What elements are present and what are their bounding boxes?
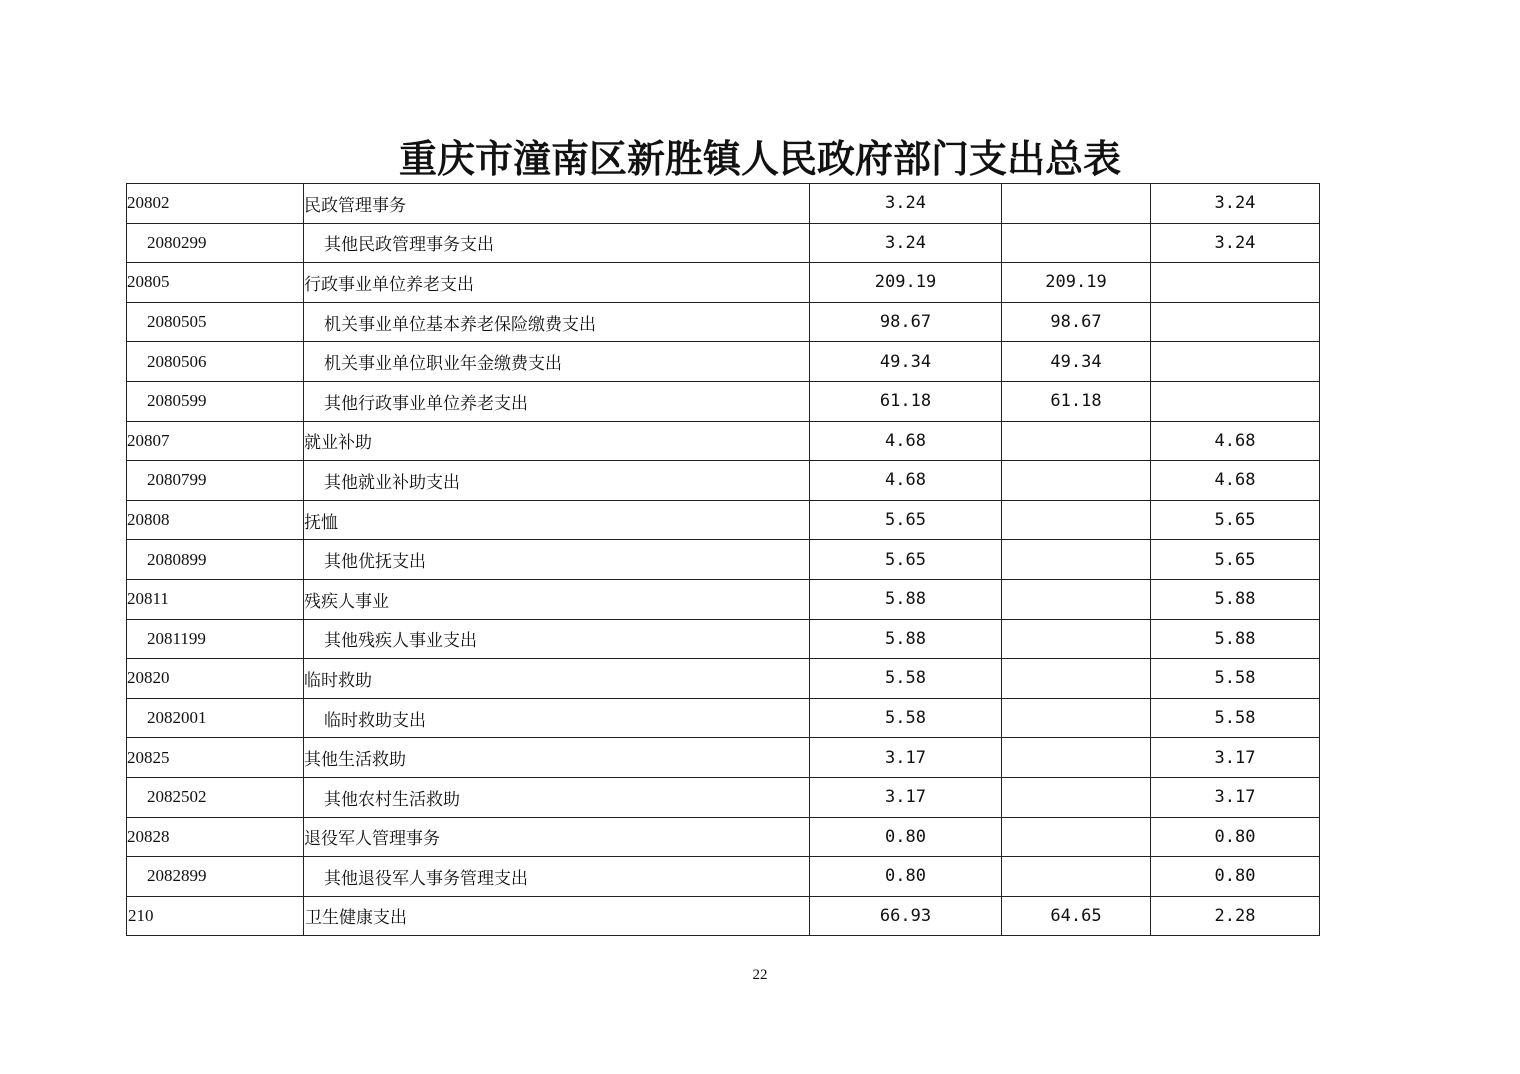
subject-name-cell: 就业补助 <box>304 421 810 461</box>
subject-name-cell: 其他残疾人事业支出 <box>304 619 810 659</box>
table-row <box>127 817 1320 857</box>
table-row <box>127 896 1320 936</box>
project-expenditure-cell: 5.58 <box>1151 659 1320 699</box>
subject-code-cell: 210 <box>127 896 304 936</box>
total-amount-cell: 5.88 <box>810 579 1002 619</box>
project-expenditure-cell: 2.28 <box>1151 896 1320 936</box>
subject-name-cell: 机关事业单位职业年金缴费支出 <box>304 342 810 382</box>
table-row <box>127 738 1320 778</box>
table-row <box>127 500 1320 540</box>
table-row <box>127 381 1320 421</box>
total-amount-cell: 3.17 <box>810 777 1002 817</box>
table-row <box>127 302 1320 342</box>
table-row <box>127 698 1320 738</box>
subject-code-cell: 20807 <box>127 421 304 461</box>
subject-name-cell: 临时救助支出 <box>304 698 810 738</box>
subject-code-cell: 20802 <box>127 184 304 224</box>
subject-code-cell: 20811 <box>127 579 304 619</box>
basic-expenditure-cell <box>1002 738 1151 778</box>
table-body <box>127 184 1320 936</box>
subject-name-cell: 民政管理事务 <box>304 184 810 224</box>
total-amount-cell: 5.65 <box>810 500 1002 540</box>
total-amount-cell: 49.34 <box>810 342 1002 382</box>
subject-name-cell: 退役军人管理事务 <box>304 817 810 857</box>
project-expenditure-cell: 5.65 <box>1151 540 1320 580</box>
subject-name-cell: 其他民政管理事务支出 <box>304 223 810 263</box>
subject-code-cell: 20825 <box>127 738 304 778</box>
table-row <box>127 421 1320 461</box>
table-row <box>127 263 1320 303</box>
basic-expenditure-cell <box>1002 817 1151 857</box>
subject-name-cell: 抚恤 <box>304 500 810 540</box>
subject-name-cell: 残疾人事业 <box>304 579 810 619</box>
project-expenditure-cell: 4.68 <box>1151 421 1320 461</box>
project-expenditure-cell: 0.80 <box>1151 857 1320 897</box>
project-expenditure-cell: 3.24 <box>1151 223 1320 263</box>
project-expenditure-cell: 3.17 <box>1151 777 1320 817</box>
subject-name-cell: 其他行政事业单位养老支出 <box>304 381 810 421</box>
table-row <box>127 342 1320 382</box>
basic-expenditure-cell <box>1002 223 1151 263</box>
basic-expenditure-cell <box>1002 500 1151 540</box>
basic-expenditure-cell <box>1002 461 1151 501</box>
total-amount-cell: 61.18 <box>810 381 1002 421</box>
basic-expenditure-cell: 61.18 <box>1002 381 1151 421</box>
basic-expenditure-cell <box>1002 777 1151 817</box>
basic-expenditure-cell <box>1002 184 1151 224</box>
subject-name-cell: 其他就业补助支出 <box>304 461 810 501</box>
project-expenditure-cell: 3.24 <box>1151 184 1320 224</box>
subject-code-cell: 2080506 <box>127 342 304 382</box>
subject-name-cell: 其他退役军人事务管理支出 <box>304 857 810 897</box>
total-amount-cell: 4.68 <box>810 461 1002 501</box>
table-row <box>127 777 1320 817</box>
basic-expenditure-cell: 49.34 <box>1002 342 1151 382</box>
total-amount-cell: 209.19 <box>810 263 1002 303</box>
table-row <box>127 223 1320 263</box>
total-amount-cell: 5.88 <box>810 619 1002 659</box>
subject-code-cell: 20828 <box>127 817 304 857</box>
project-expenditure-cell: 0.80 <box>1151 817 1320 857</box>
total-amount-cell: 5.58 <box>810 698 1002 738</box>
total-amount-cell: 66.93 <box>810 896 1002 936</box>
subject-name-cell: 其他生活救助 <box>304 738 810 778</box>
basic-expenditure-cell: 98.67 <box>1002 302 1151 342</box>
expenditure-table <box>126 183 1320 936</box>
subject-code-cell: 20808 <box>127 500 304 540</box>
subject-code-cell: 2082502 <box>127 777 304 817</box>
project-expenditure-cell <box>1151 342 1320 382</box>
subject-name-cell: 机关事业单位基本养老保险缴费支出 <box>304 302 810 342</box>
table-row <box>127 857 1320 897</box>
total-amount-cell: 4.68 <box>810 421 1002 461</box>
total-amount-cell: 0.80 <box>810 857 1002 897</box>
project-expenditure-cell <box>1151 302 1320 342</box>
table-row <box>127 619 1320 659</box>
subject-code-cell: 20820 <box>127 659 304 699</box>
table-row <box>127 540 1320 580</box>
subject-name-cell: 卫生健康支出 <box>304 896 810 936</box>
total-amount-cell: 5.58 <box>810 659 1002 699</box>
project-expenditure-cell <box>1151 381 1320 421</box>
table-row <box>127 659 1320 699</box>
page-number: 22 <box>752 967 768 983</box>
page-title: 重庆市潼南区新胜镇人民政府部门支出总表 <box>398 136 1121 181</box>
subject-code-cell: 2080299 <box>127 223 304 263</box>
subject-name-cell: 行政事业单位养老支出 <box>304 263 810 303</box>
basic-expenditure-cell <box>1002 540 1151 580</box>
project-expenditure-cell: 3.17 <box>1151 738 1320 778</box>
table-row <box>127 461 1320 501</box>
table-row <box>127 579 1320 619</box>
subject-code-cell: 2080599 <box>127 381 304 421</box>
total-amount-cell: 0.80 <box>810 817 1002 857</box>
table-row <box>127 184 1320 224</box>
project-expenditure-cell: 5.88 <box>1151 619 1320 659</box>
project-expenditure-cell: 5.58 <box>1151 698 1320 738</box>
subject-name-cell: 其他农村生活救助 <box>304 777 810 817</box>
basic-expenditure-cell: 209.19 <box>1002 263 1151 303</box>
total-amount-cell: 3.24 <box>810 184 1002 224</box>
subject-code-cell: 2080899 <box>127 540 304 580</box>
basic-expenditure-cell <box>1002 857 1151 897</box>
total-amount-cell: 98.67 <box>810 302 1002 342</box>
basic-expenditure-cell: 64.65 <box>1002 896 1151 936</box>
basic-expenditure-cell <box>1002 698 1151 738</box>
subject-code-cell: 2080799 <box>127 461 304 501</box>
basic-expenditure-cell <box>1002 619 1151 659</box>
subject-code-cell: 2082899 <box>127 857 304 897</box>
project-expenditure-cell: 5.65 <box>1151 500 1320 540</box>
total-amount-cell: 3.17 <box>810 738 1002 778</box>
subject-name-cell: 临时救助 <box>304 659 810 699</box>
subject-code-cell: 2082001 <box>127 698 304 738</box>
basic-expenditure-cell <box>1002 659 1151 699</box>
subject-code-cell: 20805 <box>127 263 304 303</box>
subject-code-cell: 2080505 <box>127 302 304 342</box>
basic-expenditure-cell <box>1002 579 1151 619</box>
basic-expenditure-cell <box>1002 421 1151 461</box>
project-expenditure-cell: 5.88 <box>1151 579 1320 619</box>
project-expenditure-cell: 4.68 <box>1151 461 1320 501</box>
total-amount-cell: 5.65 <box>810 540 1002 580</box>
subject-name-cell: 其他优抚支出 <box>304 540 810 580</box>
project-expenditure-cell <box>1151 263 1320 303</box>
subject-code-cell: 2081199 <box>127 619 304 659</box>
total-amount-cell: 3.24 <box>810 223 1002 263</box>
